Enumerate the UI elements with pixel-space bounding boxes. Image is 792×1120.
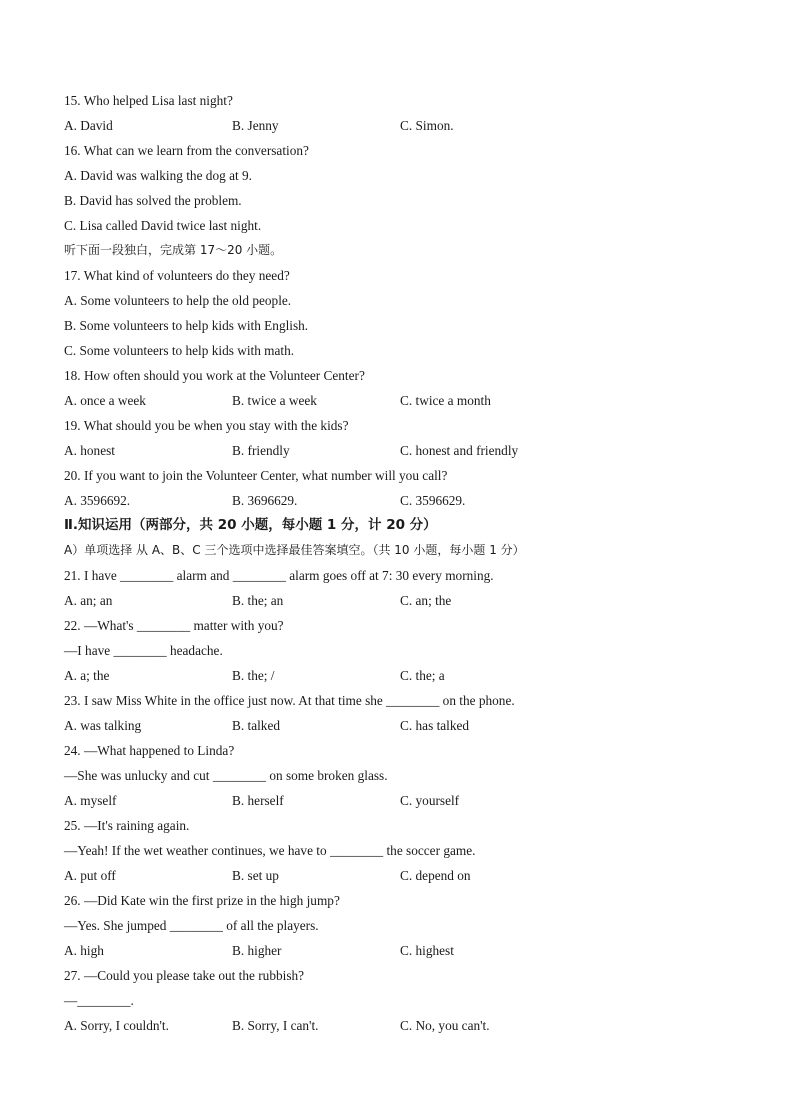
options-row	[64, 788, 744, 813]
options-row	[64, 863, 744, 888]
option-b: B. twice a week	[232, 393, 317, 408]
option-b: B. 3696629.	[232, 493, 298, 508]
options-row	[64, 938, 744, 963]
option-a: A. Sorry, I couldn't.	[64, 1018, 169, 1033]
option-c: C. honest and friendly	[400, 443, 519, 458]
option-c: C. depend on	[400, 868, 471, 883]
option-c: C. the; a	[400, 668, 445, 683]
option-b: B. talked	[232, 718, 281, 733]
question-stem: 20. If you want to join the Volunteer Center, what number will you call?	[64, 468, 448, 483]
question-stem: 25. —It's raining again.	[64, 818, 190, 833]
question-stem: 27. —Could you please take out the rubbish?	[64, 968, 305, 983]
option-a: A. Some volunteers to help the old people.	[64, 293, 292, 308]
question-stem-reply: —She was unlucky and cut ________ on some broken glass.	[64, 768, 388, 783]
options-row	[64, 488, 744, 513]
option-b: B. the; /	[232, 668, 275, 683]
option-c: C. yourself	[400, 793, 460, 808]
option-c: C. an; the	[400, 593, 452, 608]
option-c: C. 3596629.	[400, 493, 466, 508]
options-row	[64, 438, 744, 463]
option-c: C. Lisa called David twice last night.	[64, 218, 262, 233]
option-a: A. was talking	[64, 718, 142, 733]
option-b: B. set up	[232, 868, 279, 883]
question-stem: 23. I saw Miss White in the office just now. At that time she ________ on the phone.	[64, 693, 515, 708]
question-stem-reply: —I have ________ headache.	[64, 643, 223, 658]
option-a: A. put off	[64, 868, 116, 883]
question-stem: 19. What should you be when you stay with the kids?	[64, 418, 349, 433]
option-b: B. David has solved the problem.	[64, 193, 242, 208]
option-c: C. has talked	[400, 718, 470, 733]
question-stem-reply: —Yes. She jumped ________ of all the players.	[64, 918, 319, 933]
question-stem: 16. What can we learn from the conversation?	[64, 143, 309, 158]
question-stem: 17. What kind of volunteers do they need?	[64, 268, 290, 283]
option-a: A. 3596692.	[64, 493, 131, 508]
options-row	[64, 1013, 744, 1038]
question-stem: 18. How often should you work at the Volunteer Center?	[64, 368, 365, 383]
option-b: B. the; an	[232, 593, 284, 608]
option-c: C. Simon.	[400, 118, 454, 133]
option-a: A. a; the	[64, 668, 110, 683]
options-row	[64, 388, 744, 413]
question-stem: 26. —Did Kate win the first prize in the high jump?	[64, 893, 340, 908]
option-b: B. Jenny	[232, 118, 279, 133]
question-stem: 24. —What happened to Linda?	[64, 743, 235, 758]
options-row	[64, 713, 744, 738]
section-title: Ⅱ.知识运用（两部分，共 20 小题，每小题 1 分，计 20 分）	[64, 517, 437, 533]
options-row	[64, 113, 744, 138]
option-a: A. myself	[64, 793, 117, 808]
options-row	[64, 663, 744, 688]
question-stem-reply: —Yeah! If the wet weather continues, we have to ________ the soccer game.	[64, 843, 476, 858]
option-a: A. David	[64, 118, 113, 133]
option-b: B. Sorry, I can't.	[232, 1018, 319, 1033]
options-row	[64, 588, 744, 613]
option-a: A. an; an	[64, 593, 113, 608]
option-b: B. higher	[232, 943, 282, 958]
option-a: A. honest	[64, 443, 115, 458]
option-c: C. No, you can't.	[400, 1018, 490, 1033]
question-stem: 21. I have ________ alarm and ________ alarm goes off at 7: 30 every morning.	[64, 568, 494, 583]
option-a: A. once a week	[64, 393, 146, 408]
option-a: A. David was walking the dog at 9.	[64, 168, 252, 183]
exam-page	[64, 88, 744, 1038]
listening-instruction: 听下面一段独白，完成第 17～20 小题。	[64, 243, 283, 257]
option-b: B. Some volunteers to help kids with English.	[64, 318, 309, 333]
option-a: A. high	[64, 943, 104, 958]
question-stem-reply: —________.	[64, 993, 134, 1008]
question-stem: 22. —What's ________ matter with you?	[64, 618, 284, 633]
option-c: C. highest	[400, 943, 454, 958]
option-b: B. friendly	[232, 443, 290, 458]
section-instruction: A）单项选择 从 A、B、C 三个选项中选择最佳答案填空。（共 10 小题，每小题 1 分）	[64, 543, 525, 557]
question-stem: 15. Who helped Lisa last night?	[64, 93, 233, 108]
option-b: B. herself	[232, 793, 284, 808]
option-c: C. twice a month	[400, 393, 491, 408]
option-c: C. Some volunteers to help kids with math.	[64, 343, 295, 358]
